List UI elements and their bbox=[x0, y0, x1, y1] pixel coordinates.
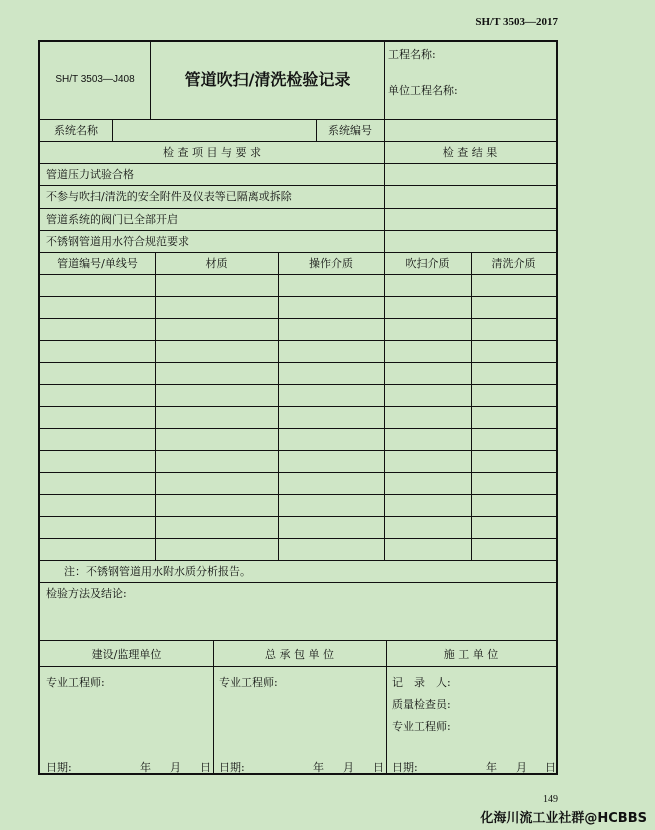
engineer-label: 专业工程师: bbox=[219, 676, 278, 689]
rule bbox=[384, 252, 385, 560]
system-no-label: 系统编号 bbox=[328, 124, 372, 137]
rule bbox=[40, 450, 556, 451]
rule bbox=[40, 340, 556, 341]
rule bbox=[40, 640, 556, 641]
engineer-label: 专业工程师: bbox=[46, 676, 105, 689]
rule bbox=[40, 428, 556, 429]
date-day: 日 bbox=[545, 761, 556, 774]
rule bbox=[155, 252, 156, 560]
system-name-label: 系统名称 bbox=[54, 124, 98, 137]
recorder-label: 记 录 人: bbox=[392, 676, 451, 689]
rule bbox=[40, 666, 556, 667]
rule bbox=[384, 42, 385, 119]
engineer-label: 专业工程师: bbox=[392, 720, 451, 733]
rule bbox=[40, 119, 556, 120]
rule bbox=[278, 252, 279, 560]
date-month: 月 bbox=[170, 761, 181, 774]
date-month: 月 bbox=[516, 761, 527, 774]
rule bbox=[40, 516, 556, 517]
rule bbox=[40, 185, 556, 186]
check-item: 不锈钢管道用水符合规范要求 bbox=[46, 235, 189, 248]
construction-unit: 施 工 单 位 bbox=[443, 648, 499, 661]
page-number: 149 bbox=[543, 794, 558, 805]
watermark: 化海川流工业社群@HCBBS bbox=[480, 811, 647, 826]
check-item: 不参与吹扫/清洗的安全附件及仪表等已隔离或拆除 bbox=[46, 190, 292, 203]
owner-supervisor-unit: 建设/监理单位 bbox=[91, 648, 162, 661]
column-header-cleaning-medium: 清洗介质 bbox=[491, 257, 536, 270]
date-year: 年 bbox=[486, 761, 497, 774]
qc-inspector-label: 质量检查员: bbox=[392, 698, 451, 711]
form-title: 管道吹扫/清洗检验记录 bbox=[184, 70, 351, 89]
rule bbox=[40, 208, 556, 209]
rule bbox=[213, 640, 214, 775]
check-item: 管道系统的阀门已全部开启 bbox=[46, 213, 178, 226]
column-header-operating-medium: 操作介质 bbox=[309, 257, 353, 270]
rule bbox=[40, 318, 556, 319]
check-items-header: 检 查 项 目 与 要 求 bbox=[163, 146, 261, 159]
rule bbox=[40, 230, 556, 231]
rule bbox=[40, 560, 556, 561]
inspection-form bbox=[38, 40, 558, 775]
rule bbox=[40, 163, 556, 164]
rule bbox=[40, 362, 556, 363]
rule bbox=[471, 252, 472, 560]
unit-project-label: 单位工程名称: bbox=[388, 84, 458, 97]
date-label: 日期: bbox=[46, 761, 72, 774]
rule bbox=[40, 296, 556, 297]
rule bbox=[40, 494, 556, 495]
standard-number: SH/T 3503—2017 bbox=[475, 16, 558, 28]
rule bbox=[384, 119, 385, 252]
date-day: 日 bbox=[373, 761, 384, 774]
rule bbox=[40, 582, 556, 583]
rule bbox=[40, 274, 556, 275]
column-header-pipe-no: 管道编号/单线号 bbox=[57, 257, 138, 270]
form-code: SH/T 3503—J408 bbox=[55, 74, 135, 85]
method-label: 检验方法及结论: bbox=[46, 587, 127, 600]
column-header-blowing-medium: 吹扫介质 bbox=[405, 257, 450, 270]
rule bbox=[40, 252, 556, 253]
project-name-label: 工程名称: bbox=[388, 48, 436, 61]
date-label: 日期: bbox=[219, 761, 245, 774]
column-header-material: 材质 bbox=[205, 257, 228, 270]
rule bbox=[40, 538, 556, 539]
check-item: 管道压力试验合格 bbox=[46, 168, 134, 181]
date-year: 年 bbox=[313, 761, 324, 774]
rule bbox=[40, 472, 556, 473]
check-result-header: 检 查 结 果 bbox=[442, 146, 498, 159]
rule bbox=[112, 119, 113, 141]
note: 注：不锈钢管道用水附水质分析报告。 bbox=[64, 565, 251, 578]
rule bbox=[40, 141, 556, 142]
date-year: 年 bbox=[140, 761, 151, 774]
date-month: 月 bbox=[343, 761, 354, 774]
date-day: 日 bbox=[200, 761, 211, 774]
rule bbox=[386, 640, 387, 775]
rule bbox=[40, 406, 556, 407]
general-contractor-unit: 总 承 包 单 位 bbox=[265, 648, 334, 661]
date-label: 日期: bbox=[392, 761, 418, 774]
rule bbox=[40, 384, 556, 385]
